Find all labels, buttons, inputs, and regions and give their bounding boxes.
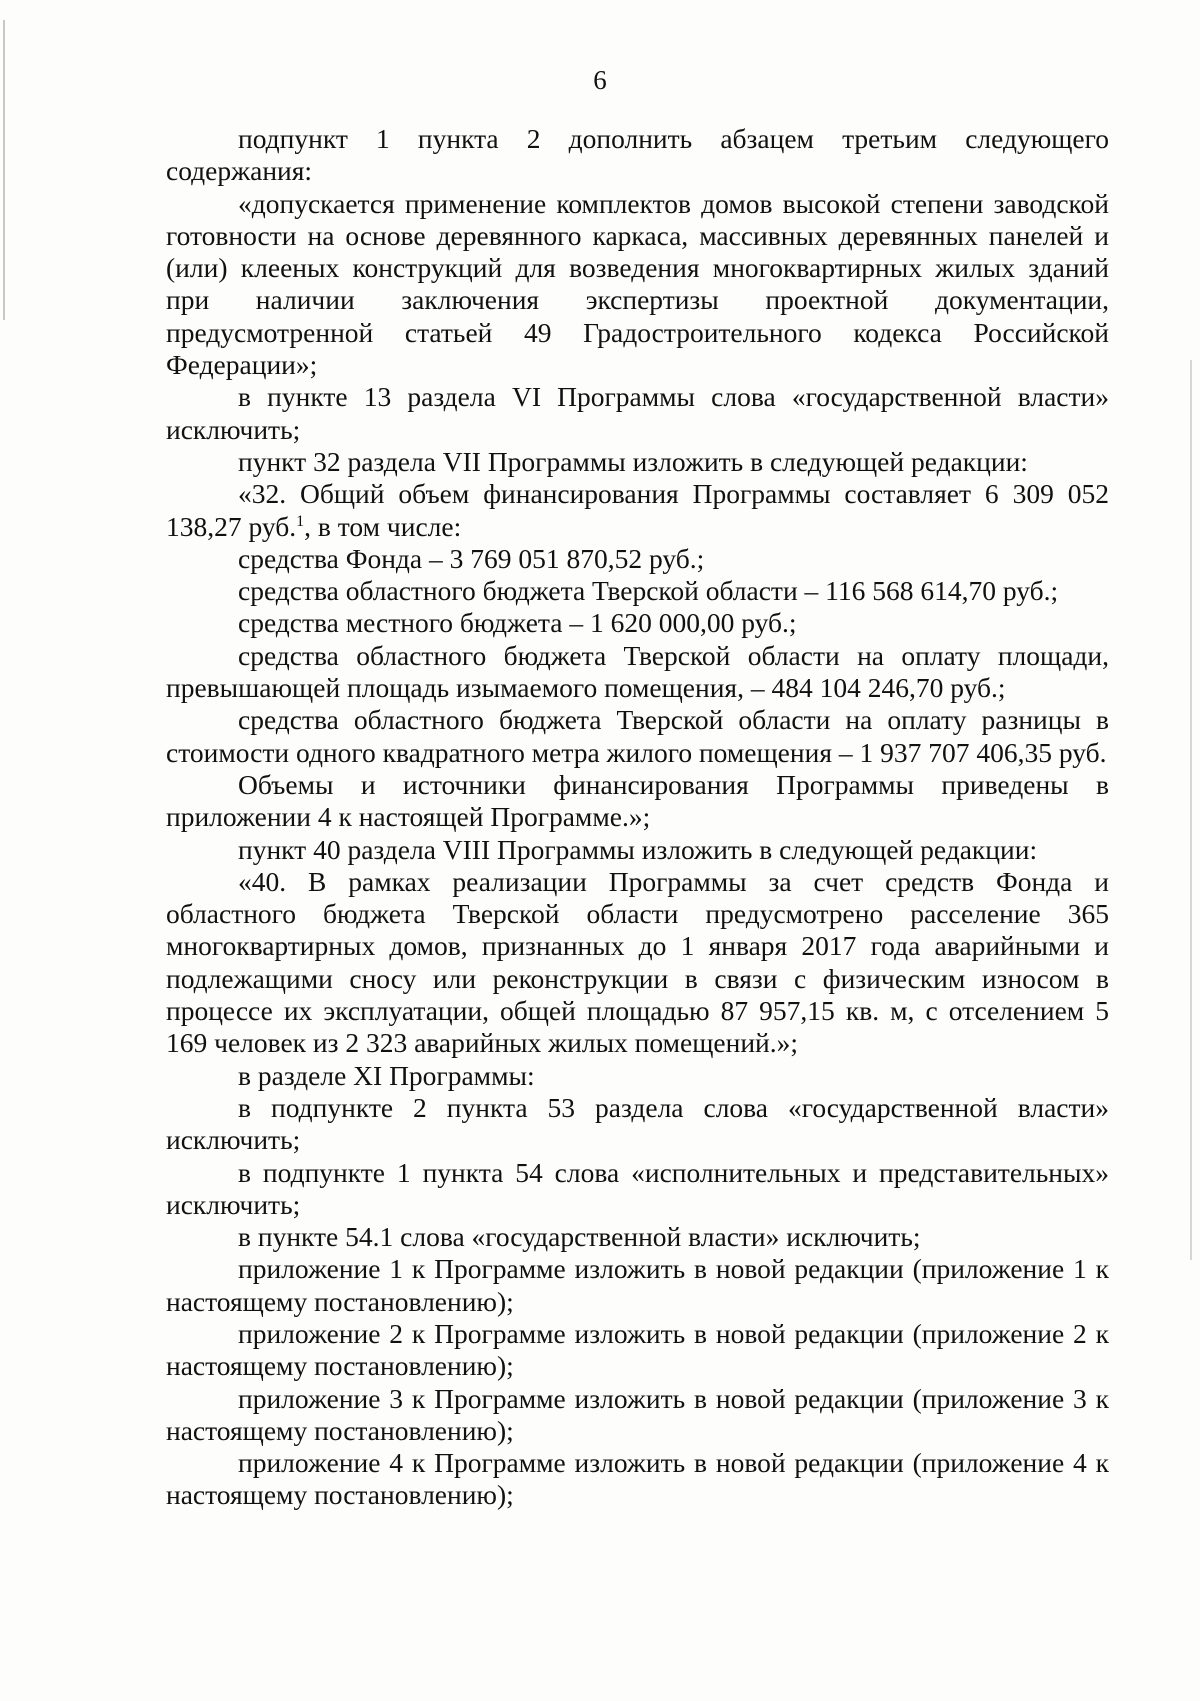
paragraph-text: «32. Общий объем финансирования Программы составляет 6 309 052 138,27 руб. [166,478,1109,542]
paragraph: приложение 2 к Программе изложить в новой редакции (приложение 2 к настоящему постановлению); [166,1317,1109,1382]
paragraph: средства Фонда – 3 769 051 870,52 руб.; [238,542,705,574]
document-body [166,123,1109,1512]
paragraph-text-suffix: , в том числе: [304,510,462,542]
paragraph: средства областного бюджета Тверской области – 116 568 614,70 руб.; [238,575,1059,607]
paragraph: в подпункте 2 пункта 53 раздела слова «государственной власти» исключить; [166,1091,1109,1156]
paragraph: приложение 3 к Программе изложить в новой редакции (приложение 3 к настоящему постановлению); [166,1382,1109,1446]
paragraph: «40. В рамках реализации Программы за счет средств Фонда и областного бюджета Тверской области предусмотрено расселение 365 многоквартирных домов, признанных до 1 января 2017 года аварийными и подлежащими сносу или реконструкции в связи с физическим износом в процессе их эксплуатации, общей площадью 87 957,15 кв. м, с отселением 5 169 человек из 2 323 аварийных жилых помещений.»; [166,865,1109,1059]
paragraph: приложение 4 к Программе изложить в новой редакции (приложение 4 к настоящему постановлению); [166,1447,1109,1511]
paragraph: средства местного бюджета – 1 620 000,00 руб.; [238,607,797,639]
paragraph: пункт 32 раздела VII Программы изложить в следующей редакции: [238,445,1028,477]
paragraph-total-financing [166,478,1109,543]
paragraph: пункт 40 раздела VIII Программы изложить в следующей редакции: [238,833,1038,865]
page-number: 6 [593,65,607,95]
paragraph: приложение 1 к Программе изложить в новой редакции (приложение 1 к настоящему постановлению); [166,1253,1109,1317]
paragraph: средства областного бюджета Тверской области на оплату площади, превышающей площадь изымаемого помещения, – 484 104 246,70 руб.; [166,639,1109,704]
paragraph: средства областного бюджета Тверской области на оплату разницы в стоимости одного квадратного метра жилого помещения – 1 937 707 406,35 руб. [166,704,1109,768]
paragraph: в пункте 13 раздела VI Программы слова «государственной власти» исключить; [166,381,1109,445]
scan-edge [1190,360,1192,1260]
paragraph: в подпункте 1 пункта 54 слова «исполнительных и представительных» исключить; [166,1156,1109,1220]
footnote-marker: 1 [296,512,305,530]
paragraph: «допускается применение комплектов домов высокой степени заводской готовности на основе деревянного каркаса, массивных деревянных панелей и (или) клееных конструкций для возведения многоквартирных жилых зданий при наличии заключения экспертизы проектной документации, предусмотренной статьей 49 Градостроительного кодекса Российской Федерации»; [166,187,1109,381]
paragraph: подпункт 1 пункта 2 дополнить абзацем третьим следующего содержания: [166,123,1109,187]
paragraph: Объемы и источники финансирования Программы приведены в приложении 4 к настоящей Программе.»; [166,768,1109,833]
paragraph: в разделе XI Программы: [238,1059,535,1091]
paragraph: в пункте 54.1 слова «государственной власти» исключить; [238,1221,921,1253]
